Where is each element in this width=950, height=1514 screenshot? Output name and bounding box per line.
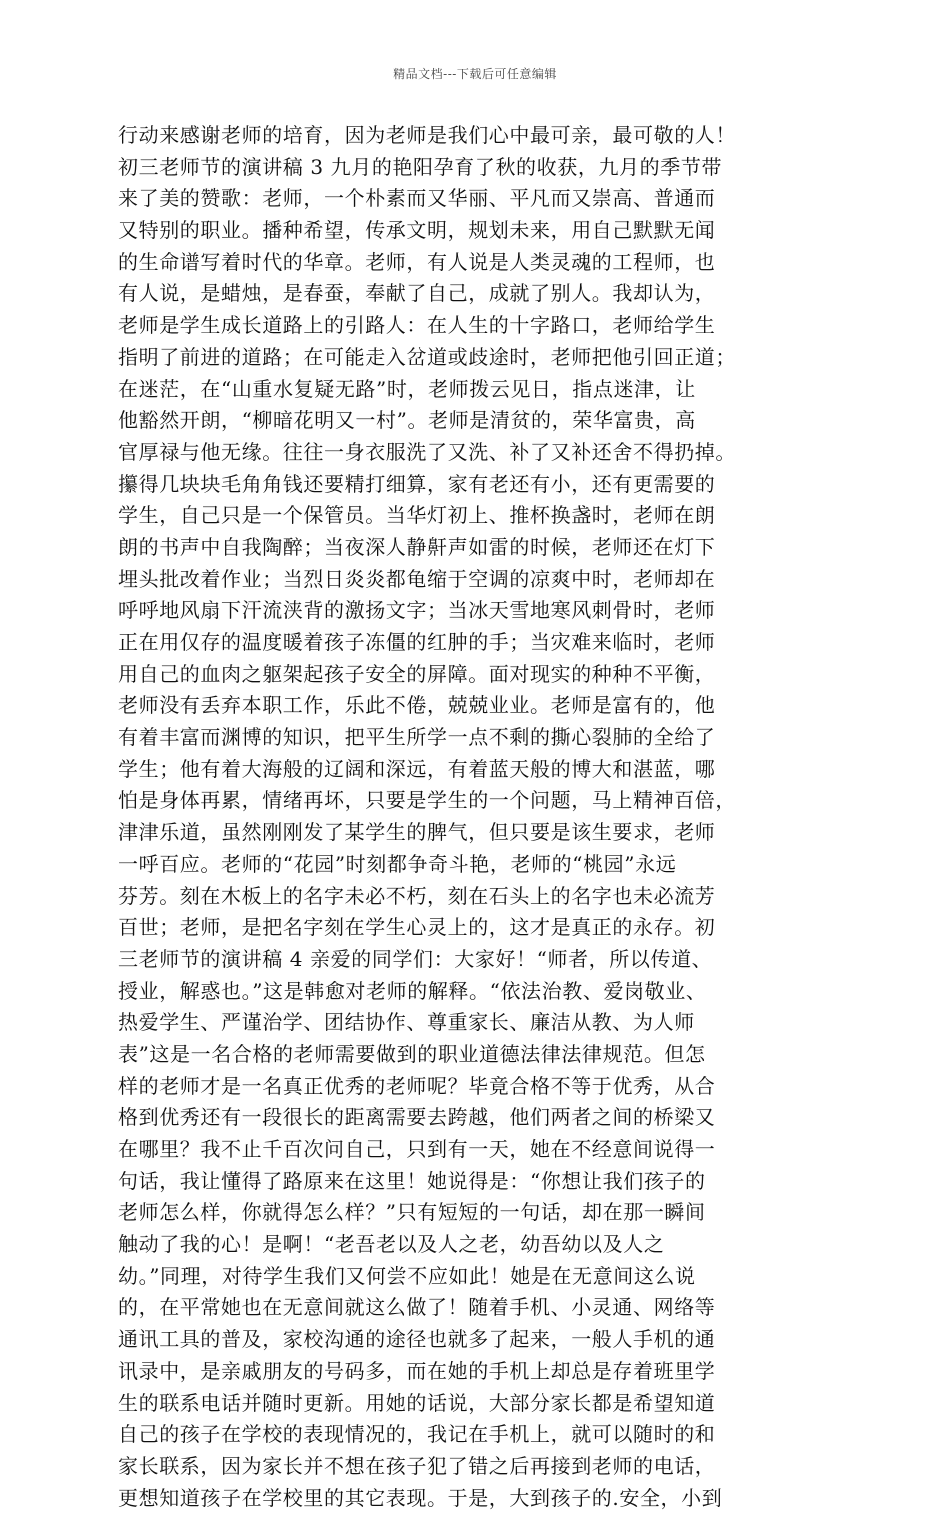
text-line: 在哪里？我不止千百次问自己，只到有一天，她在不经意间说得一	[118, 1137, 716, 1161]
text-line: 更想知道孩子在学校里的其它表现。于是，大到孩子的.安全，小到	[118, 1485, 723, 1510]
text-line: 津津乐道，虽然刚刚发了某学生的脾气，但只要是该生要求，老师	[118, 820, 716, 845]
text-line: 的生命谱写着时代的华章。老师，有人说是人类灵魂的工程师，也	[118, 249, 716, 274]
text-line: 的，在平常她也在无意间就这么做了！随着手机、小灵通、网络等	[118, 1295, 716, 1320]
text-line: 通讯工具的普及，家校沟通的途径也就多了起来，一般人手机的通	[118, 1327, 716, 1352]
text-line: 朗的书声中自我陶醉；当夜深人静鼾声如雷的时候，老师还在灯下	[118, 534, 716, 559]
text-line: 用自己的血肉之躯架起孩子安全的屏障。面对现实的种种不平衡，	[118, 661, 716, 686]
text-line: 来了美的赞歌：老师，一个朴素而又华丽、平凡而又崇高、普通而	[118, 186, 716, 211]
text-line: 芬芳。刻在木板上的名字未必不朽，刻在石头上的名字也未必流芳	[118, 883, 716, 908]
text-line: 呼呼地风扇下汗流浃背的激扬文字；当冰天雪地寒风刺骨时，老师	[118, 598, 716, 623]
body-text	[118, 120, 830, 1514]
text-line: 一呼百应。老师的“花园”时刻都争奇斗艳，老师的“桃园”永远	[118, 851, 677, 876]
text-line: 老师怎么样，你就得怎么样？”只有短短的一句话，却在那一瞬间	[118, 1200, 706, 1225]
text-line: 学生，自己只是一个保管员。当华灯初上、推杯换盏时，老师在朗	[118, 503, 716, 528]
text-line: 触动了我的心！是啊！“老吾老以及人之老，幼吾幼以及人之	[118, 1232, 665, 1257]
text-line: 指明了前进的道路；在可能走入岔道或歧途时，老师把他引回正道；	[118, 344, 736, 369]
text-line: 他豁然开朗，“柳暗花明又一村”。老师是清贫的，荣华富贵，高	[118, 408, 696, 433]
text-line: 老师是学生成长道路上的引路人：在人生的十字路口，老师给学生	[118, 313, 716, 338]
text-line: 讯录中，是亲戚朋友的号码多，而在她的手机上却总是存着班里学	[118, 1358, 716, 1383]
text-line: 有人说，是蜡烛，是春蚕，奉献了自己，成就了别人。我却认为，	[118, 281, 716, 306]
text-line: 埋头批改着作业；当烈日炎炎都龟缩于空调的凉爽中时，老师却在	[118, 566, 716, 591]
text-line: 又特别的职业。播种希望，传承文明，规划未来，用自己默默无闻	[118, 218, 716, 243]
text-line: 生的联系电话并随时更新。用她的话说，大部分家长都是希望知道	[118, 1390, 716, 1415]
text-line: 学生；他有着大海般的辽阔和深远，有着蓝天般的博大和湛蓝，哪	[118, 756, 716, 781]
text-line: 家长联系，因为家长并不想在孩子犯了错之后再接到老师的电话，	[118, 1453, 716, 1478]
text-line: 幼。”同理，对待学生我们又何尝不应如此！她是在无意间这么说	[118, 1263, 696, 1288]
text-line: 样的老师才是一名真正优秀的老师呢？毕竟合格不等于优秀，从合	[118, 1073, 716, 1098]
text-line: 怕是身体再累，情绪再坏，只要是学生的一个问题，马上精神百倍，	[118, 788, 736, 813]
text-line: 官厚禄与他无缘。往往一身衣服洗了又洗、补了又补还舍不得扔掉。	[118, 439, 736, 464]
text-line: 初三老师节的演讲稿 3 九月的艳阳孕育了秋的收获，九月的季节带	[118, 154, 723, 179]
text-line: 表”这是一名合格的老师需要做到的职业道德法律法律规范。但怎	[118, 1041, 706, 1066]
text-line: 有着丰富而渊博的知识，把平生所学一点不剩的撕心裂肺的全给了	[118, 725, 716, 750]
page-header: 精品文档---下载后可任意编辑	[393, 67, 557, 81]
text-line: 热爱学生、严谨治学、团结协作、尊重家长、廉洁从教、为人师	[118, 1010, 695, 1035]
text-line: 正在用仅存的温度暖着孩子冻僵的红肿的手；当灾难来临时，老师	[118, 630, 716, 654]
text-line: 百世；老师，是把名字刻在学生心灵上的，这才是真正的永存。初	[118, 915, 716, 940]
text-line: 老师没有丢弃本职工作，乐此不倦，兢兢业业。老师是富有的，他	[118, 693, 716, 718]
text-line: 授业，解惑也。”这是韩愈对老师的解释。“依法治教、爱岗敬业、	[118, 978, 707, 1003]
text-line: 格到优秀还有一段很长的距离需要去跨越，他们两者之间的桥梁又	[118, 1105, 716, 1130]
text-line: 三老师节的演讲稿 4 亲爱的同学们：大家好！“师者，所以传道、	[118, 946, 713, 971]
text-line: 自己的孩子在学校的表现情况的，我记在手机上，就可以随时的和	[118, 1422, 716, 1447]
text-line: 在迷茫，在“山重水复疑无路”时，老师拨云见日，指点迷津，让	[118, 376, 696, 401]
text-line: 句话，我让懂得了路原来在这里！她说得是：“你想让我们孩子的	[118, 1168, 706, 1193]
text-line: 攥得几块块毛角角钱还要精打细算，家有老还有小，还有更需要的	[118, 471, 716, 496]
text-line: 行动来感谢老师的培育，因为老师是我们心中最可亲，最可敬的人！	[118, 123, 736, 147]
